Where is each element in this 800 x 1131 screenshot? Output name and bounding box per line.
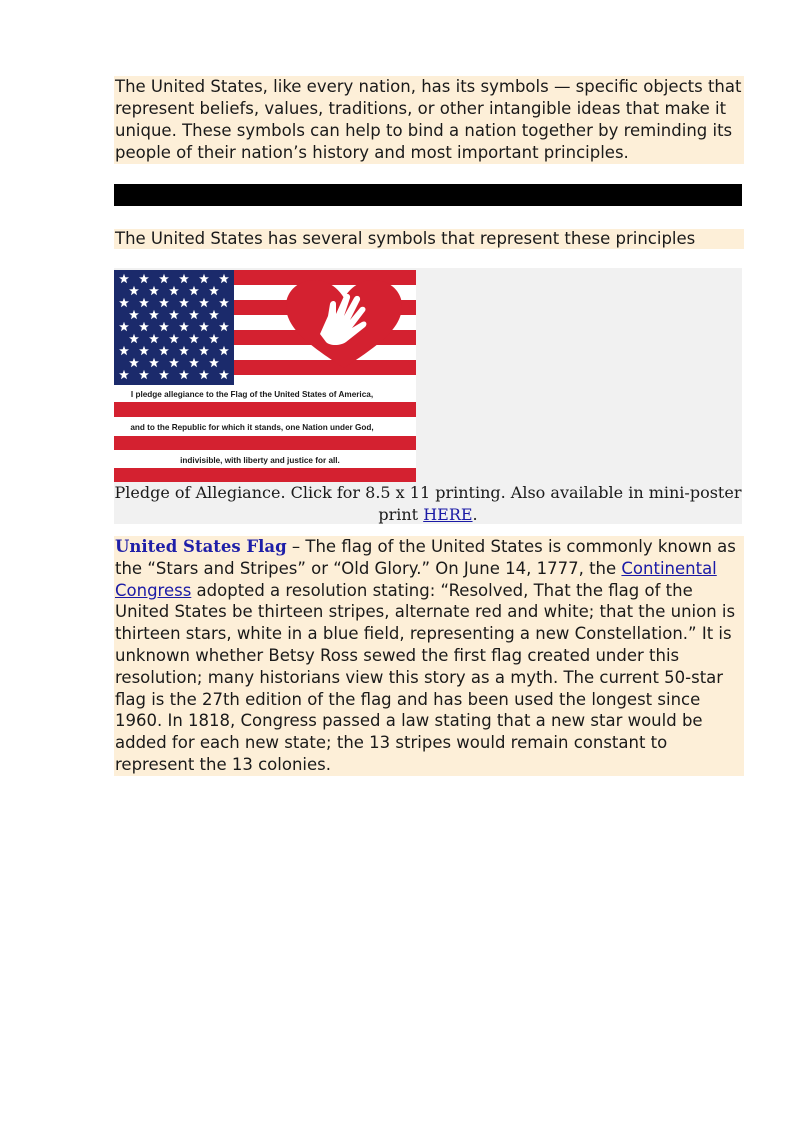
caption-text: Pledge of Allegiance. Click for 8.5 x 11 printing. Also available in mini-poster print: [114, 483, 742, 524]
subheading: [114, 229, 744, 249]
figure-caption: [114, 482, 742, 526]
flag-term: United States Flag: [115, 537, 287, 556]
caption-end: .: [472, 505, 478, 524]
subheading-text: The United States has several symbols that represent these principles: [115, 229, 696, 248]
pledge-poster-image[interactable]: [114, 270, 416, 482]
flag-paragraph: [114, 536, 744, 776]
flag-text-1: – The flag of the United States is commonly known as the “Stars and Stripes” or “Old Glory.” On June 14, 1777, the: [115, 537, 736, 578]
intro-text: The United States, like every nation, has its symbols — specific objects that represent beliefs, values, traditions, or other intangible ideas that make it unique. These symbols can help to bind a nation together by reminding its people of their nation’s history and most important principles.: [115, 77, 742, 162]
poster-line-1: I pledge allegiance to the Flag of the United States of America,: [130, 390, 374, 399]
poster-line-2: and to the Republic for which it stands, one Nation under God,: [130, 423, 374, 432]
poster-line-3: indivisible, with liberty and justice for all.: [180, 456, 340, 465]
intro-paragraph: [114, 76, 744, 164]
flag-text-2: adopted a resolution stating: “Resolved, That the flag of the United States be thirteen stripes, alternate red and white; that the union is thirteen stars, white in a blue field, representing a new Constellation.” It is unknown whether Betsy Ross sewed the first flag created under this resolution; many historians view this story as a myth. The current 50-star flag is the 27th edition of the flag and has been used the longest since 1960. In 1818, Congress passed a law stating that a new star would be added for each new state; the 13 stripes would remain constant to represent the 13 colonies.: [115, 580, 736, 774]
continental-congress-link[interactable]: Continental Congress: [115, 558, 717, 600]
pledge-figure: [114, 268, 742, 524]
divider-bar: [114, 184, 742, 206]
here-link[interactable]: HERE: [423, 505, 473, 524]
